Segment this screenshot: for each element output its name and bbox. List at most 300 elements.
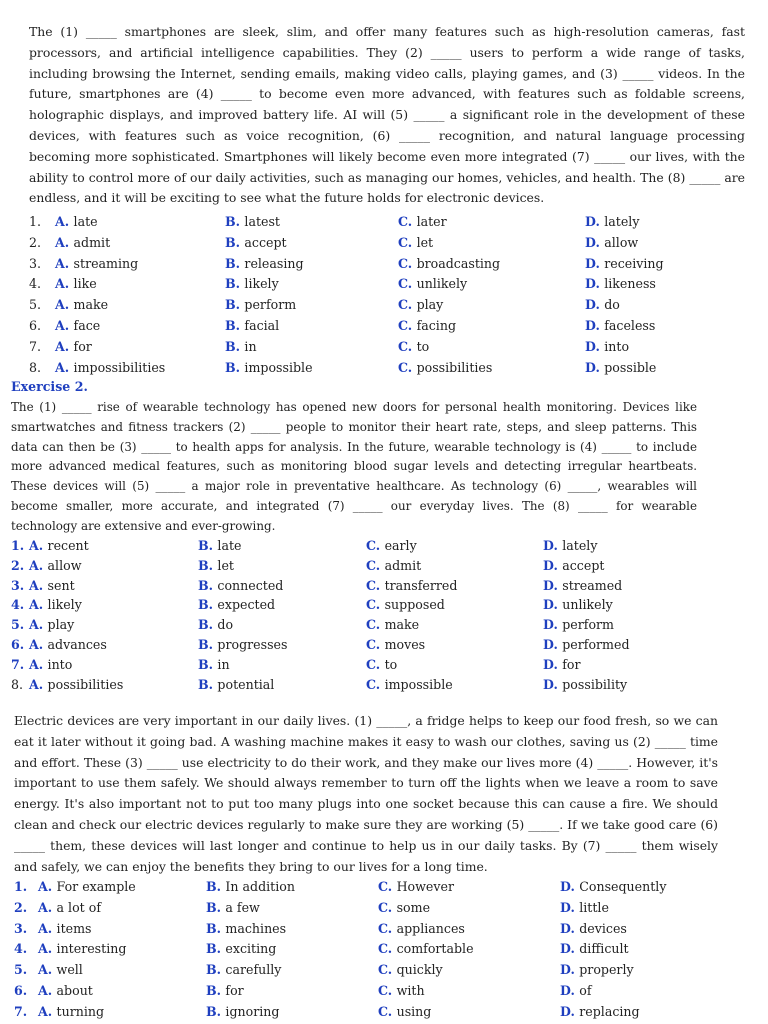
option-label: A. <box>29 538 48 553</box>
option-label: D. <box>560 962 580 978</box>
option-label: B. <box>225 318 245 333</box>
option-d <box>585 358 656 378</box>
option-text: machines <box>225 920 287 936</box>
option-label: D. <box>543 637 563 652</box>
option-c <box>366 595 445 615</box>
option-c <box>378 939 474 959</box>
option-text: difficult <box>579 941 629 957</box>
option-b <box>225 295 296 315</box>
option-text: late <box>73 214 98 229</box>
option-c <box>366 536 417 556</box>
question-number: 6. <box>14 983 28 998</box>
option-text: ignoring <box>225 1003 280 1019</box>
option-d <box>560 939 629 959</box>
option-a <box>38 919 92 939</box>
option-text: facing <box>416 318 457 333</box>
option-label: C. <box>366 577 385 593</box>
option-b <box>225 358 313 378</box>
option-label: A. <box>55 276 74 292</box>
option-text: admit <box>384 557 422 573</box>
option-a <box>55 212 98 232</box>
option-text: In addition <box>225 879 295 894</box>
option-text: in <box>244 338 257 354</box>
option-d <box>585 254 664 274</box>
option-a <box>55 274 97 294</box>
option-text: unlikely <box>416 276 468 292</box>
option-text: comfortable <box>396 941 474 957</box>
option-text: admit <box>73 234 111 250</box>
option-label: D. <box>585 234 605 250</box>
option-d <box>543 655 581 675</box>
option-text: interesting <box>56 941 127 957</box>
option-label: C. <box>366 637 385 652</box>
option-text: sent <box>47 577 75 593</box>
question-number: 5. <box>29 297 42 313</box>
option-text: unlikely <box>562 597 613 613</box>
option-text: in <box>217 656 230 672</box>
option-text: like <box>73 276 97 292</box>
option-text: expected <box>217 597 276 613</box>
option-text: For example <box>56 879 136 894</box>
option-text: to <box>416 338 430 354</box>
option-label: A. <box>55 214 74 229</box>
option-text: play <box>47 617 75 633</box>
option-label: C. <box>366 557 385 573</box>
option-label: B. <box>206 1003 226 1019</box>
option-text: latest <box>244 214 280 229</box>
option-d <box>543 635 630 655</box>
option-label: B. <box>225 359 245 375</box>
question-number: 8. <box>29 359 42 375</box>
option-label: C. <box>398 338 417 354</box>
option-c <box>398 295 443 315</box>
option-label: A. <box>55 297 74 313</box>
option-text: let <box>416 234 434 250</box>
option-d <box>543 536 597 556</box>
option-label: D. <box>543 557 563 573</box>
option-text: into <box>604 338 630 354</box>
option-text: make <box>384 617 420 633</box>
option-label: D. <box>560 899 580 915</box>
option-text: exciting <box>225 941 277 957</box>
option-text: do <box>217 617 234 633</box>
option-text: likeness <box>604 276 656 292</box>
option-d <box>585 316 655 336</box>
option-c <box>378 919 465 939</box>
option-text: broadcasting <box>416 255 501 271</box>
option-text: However <box>396 879 454 894</box>
option-label: D. <box>560 983 580 998</box>
question-number: 4. <box>11 597 25 613</box>
option-text: for <box>562 656 581 672</box>
option-d <box>560 960 634 980</box>
question-number: 5. <box>14 962 28 978</box>
option-a <box>29 576 75 596</box>
option-c <box>366 675 453 695</box>
option-label: B. <box>198 637 218 652</box>
option-label: D. <box>543 617 563 633</box>
option-c <box>378 877 454 897</box>
option-c <box>366 556 421 576</box>
option-text: faceless <box>604 318 656 333</box>
option-label: A. <box>38 899 57 915</box>
option-text: with <box>396 983 425 998</box>
option-b <box>198 556 234 576</box>
option-text: recent <box>47 538 89 553</box>
option-b <box>225 274 279 294</box>
option-text: turning <box>56 1003 105 1019</box>
option-text: a lot of <box>56 899 101 915</box>
option-b <box>206 877 295 897</box>
option-text: do <box>604 297 620 313</box>
option-label: C. <box>398 359 417 375</box>
option-label: C. <box>398 276 417 292</box>
option-text: performed <box>562 637 630 652</box>
option-text: let <box>217 557 234 573</box>
option-label: D. <box>585 255 605 271</box>
question-number: 8. <box>11 676 24 692</box>
question-number: 4. <box>29 276 42 292</box>
option-label: B. <box>198 676 218 692</box>
option-b <box>198 595 275 615</box>
option-label: C. <box>366 676 385 692</box>
option-b <box>225 254 304 274</box>
option-a <box>29 635 107 655</box>
question-number: 3. <box>14 920 28 936</box>
option-b <box>225 316 279 336</box>
option-label: C. <box>378 983 397 998</box>
option-label: A. <box>29 577 48 593</box>
question-number: 7. <box>14 1003 28 1019</box>
option-text: possible <box>604 359 657 375</box>
option-b <box>225 233 287 253</box>
option-text: replacing <box>579 1003 640 1019</box>
exercise3-passage: Electric devices are very important in our daily lives. (1) _____, a fridge helps to keep our food fresh, so we can eat it later without it going bad. A washing machine makes it easy to wash our clothes, saving us (2) _____ time and effort. These (3) _____ use electricity to do their work, and they make our lives more (4) _____. However, it's important to use them safely. We should always remember to turn off the lights when we leave a room to save energy. It's also important not to put too many plugs into one socket because this can cause a fire. We should clean and check our electric devices regularly to make sure they are working (5) _____. If we take good care (6) _____ them, these devices will last longer and continue to help us in our daily tasks. By (7) _____ them wisely and safely, we can enjoy the benefits they bring to our lives for a long time. <box>14 713 718 874</box>
option-b <box>206 939 276 959</box>
option-label: D. <box>543 577 563 593</box>
option-c <box>398 337 429 357</box>
option-label: C. <box>378 899 397 915</box>
option-label: D. <box>585 359 605 375</box>
option-a <box>55 358 165 378</box>
option-c <box>366 615 419 635</box>
option-a <box>29 655 72 675</box>
option-b <box>206 898 260 918</box>
option-text: properly <box>579 962 634 978</box>
option-text: of <box>579 983 592 998</box>
option-label: C. <box>378 962 397 978</box>
option-text: Consequently <box>579 879 667 894</box>
question-number: 1. <box>14 879 28 894</box>
option-label: B. <box>198 617 218 633</box>
option-d <box>543 556 604 576</box>
option-d <box>585 337 629 357</box>
option-text: play <box>416 297 444 313</box>
question-number: 6. <box>29 318 42 333</box>
option-text: later <box>416 214 447 229</box>
option-d <box>585 212 639 232</box>
option-label: B. <box>225 276 245 292</box>
question-number: 1. <box>11 538 25 553</box>
option-label: C. <box>398 297 417 313</box>
option-label: B. <box>198 577 218 593</box>
option-b <box>198 655 230 675</box>
question-number: 2. <box>14 899 28 915</box>
option-label: A. <box>55 318 74 333</box>
option-a <box>55 316 100 336</box>
option-text: quickly <box>396 962 443 978</box>
exercise2-title: Exercise 2. <box>11 379 88 394</box>
option-label: B. <box>206 899 226 915</box>
option-label: D. <box>560 879 580 894</box>
option-b <box>198 576 283 596</box>
option-text: streaming <box>73 255 139 271</box>
option-text: lately <box>604 214 640 229</box>
option-label: D. <box>560 920 580 936</box>
option-b <box>206 919 286 939</box>
option-c <box>378 960 443 980</box>
option-label: C. <box>366 656 385 672</box>
option-a <box>38 898 101 918</box>
question-number: 3. <box>11 577 25 593</box>
option-label: A. <box>38 879 57 894</box>
option-label: B. <box>225 338 245 354</box>
option-label: A. <box>55 255 74 271</box>
option-text: a few <box>225 899 260 915</box>
option-label: A. <box>38 983 57 998</box>
question-number: 7. <box>11 656 25 672</box>
option-label: D. <box>585 338 605 354</box>
question-number: 6. <box>11 637 25 652</box>
option-label: C. <box>366 597 385 613</box>
option-text: moves <box>384 637 426 652</box>
option-text: appliances <box>396 920 465 936</box>
option-label: B. <box>198 656 218 672</box>
option-c <box>366 576 457 596</box>
option-text: carefully <box>225 962 282 978</box>
exercise1-passage: The (1) _____ smartphones are sleek, slim, and offer many features such as high-resolution cameras, fast processors, and artificial intelligence capabilities. They (2) _____ users to perform a wide range of tasks, including browsing the Internet, sending emails, making video calls, playing games, and (3) _____ videos. In the future, smartphones are (4) _____ to become even more advanced, with features such as foldable screens, holographic displays, and improved battery life. AI will (5) _____ a significant role in the development of these devices, with features such as voice recognition, (6) _____ recognition, and natural language processing becoming more sophisticated. Smartphones will likely become even more integrated (7) _____ our lives, with the ability to control more of our daily activities, such as managing our homes, vehicles, and health. The (8) _____ are endless, and it will be exciting to see what the future holds for electronic devices. <box>29 24 745 206</box>
option-text: advances <box>47 637 107 652</box>
option-label: A. <box>55 338 74 354</box>
option-label: A. <box>38 920 57 936</box>
option-label: C. <box>378 879 397 894</box>
option-text: transferred <box>384 577 458 593</box>
option-text: devices <box>579 920 627 936</box>
option-b <box>206 960 281 980</box>
option-label: C. <box>378 941 397 957</box>
option-text: for <box>73 338 92 354</box>
question-number: 7. <box>29 338 42 354</box>
option-label: A. <box>38 962 57 978</box>
option-label: B. <box>225 297 245 313</box>
question-number: 2. <box>11 557 25 573</box>
option-a <box>55 337 92 357</box>
option-text: impossible <box>244 359 313 375</box>
option-label: B. <box>206 983 226 998</box>
option-text: likely <box>47 597 82 613</box>
option-text: facial <box>244 318 280 333</box>
option-a <box>55 295 108 315</box>
option-label: B. <box>225 234 245 250</box>
option-label: B. <box>225 214 245 229</box>
option-label: C. <box>366 538 385 553</box>
option-text: using <box>396 1003 432 1019</box>
option-c <box>366 655 397 675</box>
option-a <box>38 939 126 959</box>
option-d <box>560 919 627 939</box>
option-d <box>543 576 622 596</box>
option-label: A. <box>38 1003 57 1019</box>
option-b <box>206 1002 279 1022</box>
option-text: receiving <box>604 255 664 271</box>
option-label: D. <box>585 318 605 333</box>
option-text: impossibilities <box>73 359 166 375</box>
option-text: about <box>56 983 93 998</box>
option-c <box>398 212 447 232</box>
option-text: potential <box>217 676 275 692</box>
option-b <box>225 212 280 232</box>
question-number: 1. <box>29 214 42 229</box>
question-number: 4. <box>14 941 28 957</box>
option-c <box>398 316 456 336</box>
option-a <box>38 877 136 897</box>
option-b <box>198 635 287 655</box>
option-text: connected <box>217 577 284 593</box>
option-label: D. <box>560 941 580 957</box>
option-text: into <box>47 656 73 672</box>
option-text: make <box>73 297 109 313</box>
option-d <box>560 877 666 897</box>
question-number: 3. <box>29 255 42 271</box>
option-d <box>543 675 627 695</box>
option-text: streamed <box>562 577 623 593</box>
option-label: B. <box>198 597 218 613</box>
option-d <box>585 274 656 294</box>
option-label: C. <box>378 1003 397 1019</box>
option-d <box>543 615 614 635</box>
option-label: C. <box>398 318 417 333</box>
option-label: B. <box>225 255 245 271</box>
option-b <box>198 615 233 635</box>
option-text: likely <box>244 276 279 292</box>
option-label: A. <box>38 941 57 957</box>
option-d <box>543 595 613 615</box>
option-c <box>378 981 425 1001</box>
option-d <box>560 1002 640 1022</box>
option-text: some <box>396 899 431 915</box>
option-label: D. <box>543 676 563 692</box>
option-text: lately <box>562 538 598 553</box>
option-label: D. <box>543 656 563 672</box>
option-text: possibilities <box>47 676 124 692</box>
option-label: B. <box>206 962 226 978</box>
option-text: well <box>56 962 83 978</box>
option-a <box>29 556 81 576</box>
option-label: D. <box>585 297 605 313</box>
option-label: C. <box>398 255 417 271</box>
option-text: possibilities <box>416 359 493 375</box>
option-a <box>29 536 89 556</box>
option-c <box>378 898 430 918</box>
option-label: A. <box>29 597 48 613</box>
option-label: D. <box>560 1003 580 1019</box>
option-label: B. <box>198 538 218 553</box>
option-text: to <box>384 656 398 672</box>
option-label: A. <box>55 234 74 250</box>
option-text: little <box>579 899 609 915</box>
option-label: B. <box>198 557 218 573</box>
option-text: early <box>384 538 417 553</box>
option-c <box>398 358 492 378</box>
option-a <box>55 233 110 253</box>
option-b <box>206 981 244 1001</box>
option-a <box>55 254 138 274</box>
question-number: 5. <box>11 617 25 633</box>
option-label: A. <box>29 557 48 573</box>
option-label: D. <box>543 597 563 613</box>
option-label: C. <box>398 214 417 229</box>
option-text: face <box>73 318 101 333</box>
option-label: A. <box>29 656 48 672</box>
option-text: releasing <box>244 255 304 271</box>
option-d <box>560 898 609 918</box>
option-label: C. <box>398 234 417 250</box>
option-text: possibility <box>562 676 628 692</box>
option-b <box>198 675 274 695</box>
option-c <box>398 233 433 253</box>
option-c <box>366 635 425 655</box>
option-label: D. <box>585 214 605 229</box>
option-a <box>29 615 74 635</box>
option-label: D. <box>585 276 605 292</box>
option-text: allow <box>47 557 82 573</box>
option-label: A. <box>29 617 48 633</box>
option-b <box>225 337 257 357</box>
option-a <box>29 675 123 695</box>
option-text: accept <box>244 234 287 250</box>
option-text: impossible <box>384 676 453 692</box>
option-label: A. <box>55 359 74 375</box>
option-d <box>585 295 620 315</box>
option-d <box>560 981 592 1001</box>
option-text: allow <box>604 234 639 250</box>
option-d <box>585 233 638 253</box>
option-label: B. <box>206 920 226 936</box>
option-text: supposed <box>384 597 445 613</box>
option-label: C. <box>366 617 385 633</box>
option-label: C. <box>378 920 397 936</box>
option-label: B. <box>206 879 226 894</box>
option-text: for <box>225 983 244 998</box>
option-label: B. <box>206 941 226 957</box>
option-text: accept <box>562 557 605 573</box>
option-text: late <box>217 538 242 553</box>
option-c <box>398 254 500 274</box>
option-text: perform <box>562 617 614 633</box>
option-a <box>38 981 93 1001</box>
option-a <box>38 1002 104 1022</box>
option-label: A. <box>29 637 48 652</box>
question-number: 2. <box>29 234 42 250</box>
option-label: D. <box>543 538 563 553</box>
option-b <box>198 536 241 556</box>
option-text: items <box>56 920 92 936</box>
option-c <box>378 1002 431 1022</box>
option-text: perform <box>244 297 297 313</box>
option-a <box>38 960 83 980</box>
option-text: progresses <box>217 637 288 652</box>
option-a <box>29 595 82 615</box>
